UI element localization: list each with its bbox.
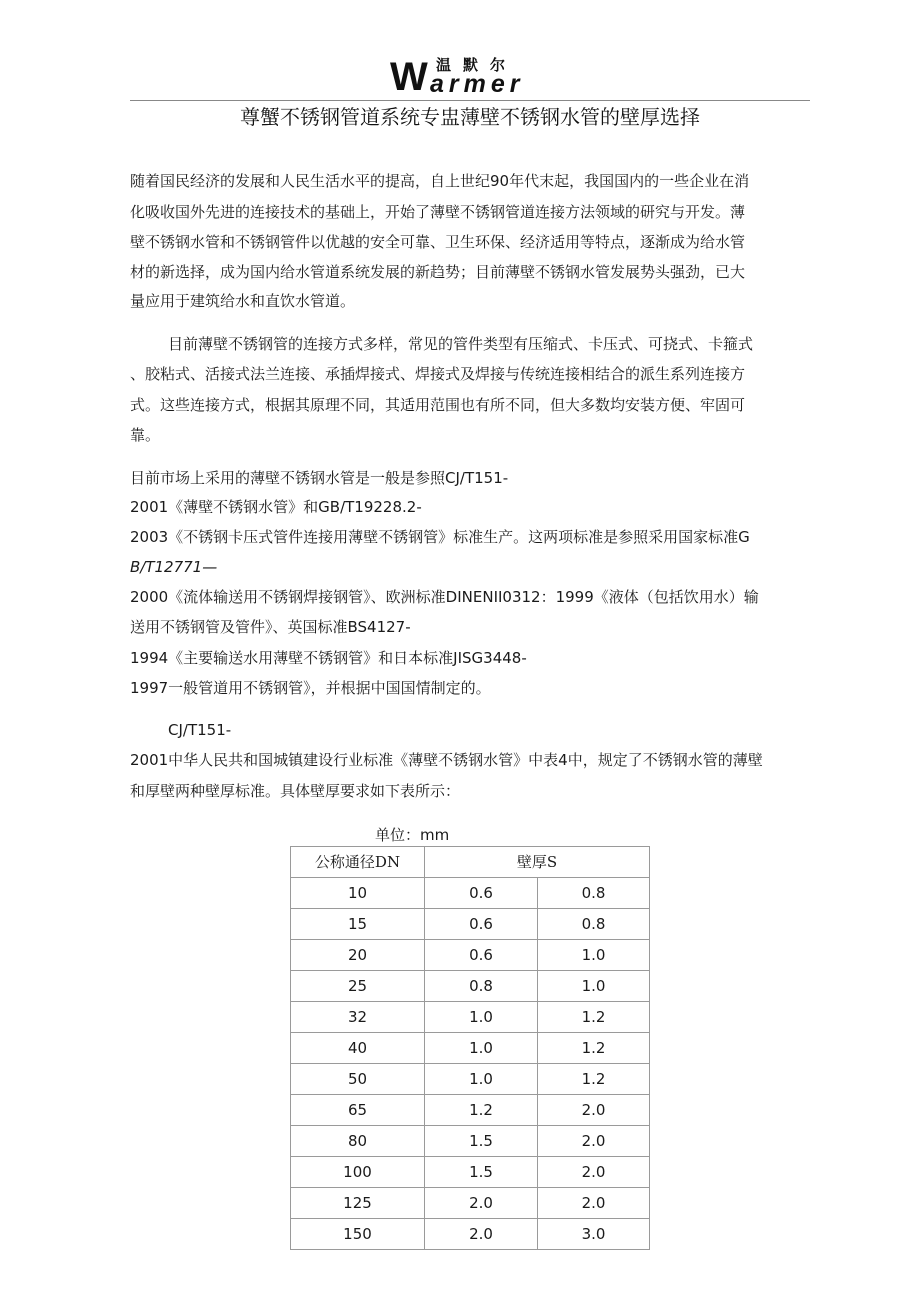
table-row bbox=[291, 1095, 650, 1126]
paragraph-3-line: 1997一般管道用不锈钢管》，并根据中国国情制定的。 bbox=[130, 679, 491, 697]
cell-thick-wall: 2.0 bbox=[538, 1188, 650, 1219]
cell-dn: 15 bbox=[291, 909, 425, 940]
cell-thick-wall: 0.8 bbox=[538, 909, 650, 940]
cell-dn: 65 bbox=[291, 1095, 425, 1126]
paragraph-2-line: 目前薄壁不锈钢管的连接方式多样，常见的管件类型有压缩式、卡压式、可挠式、卡箍式 bbox=[168, 335, 754, 353]
cell-dn: 125 bbox=[291, 1188, 425, 1219]
paragraph-3-line: 2001《薄壁不锈钢水管》和GB/T19228.2- bbox=[130, 498, 422, 516]
cell-thick-wall: 3.0 bbox=[538, 1219, 650, 1250]
paragraph-1-line: 随着国民经济的发展和人民生活水平的提高，自上世纪90年代末起，我国国内的一些企业在消 bbox=[130, 172, 750, 190]
paragraph-3-line: 2003《不锈钢卡压式管件连接用薄壁不锈钢管》标准生产。这两项标准是参照采用国家标准G bbox=[130, 528, 750, 546]
cell-thick-wall: 1.2 bbox=[538, 1064, 650, 1095]
paragraph-1-line: 材的新选择，成为国内给水管道系统发展的新趋势；目前薄壁不锈钢水管发展势头强劲，已大 bbox=[130, 263, 746, 281]
table-row bbox=[291, 971, 650, 1002]
table-row bbox=[291, 1157, 650, 1188]
table-row bbox=[291, 909, 650, 940]
cell-thin-wall: 1.5 bbox=[425, 1126, 538, 1157]
table-row bbox=[291, 1002, 650, 1033]
cell-thin-wall: 1.0 bbox=[425, 1064, 538, 1095]
warmer-logo bbox=[390, 57, 550, 97]
cell-thick-wall: 0.8 bbox=[538, 878, 650, 909]
paragraph-3-line: B/T12771— bbox=[130, 558, 218, 576]
cell-dn: 32 bbox=[291, 1002, 425, 1033]
cell-thick-wall: 1.0 bbox=[538, 971, 650, 1002]
header-divider bbox=[130, 100, 810, 101]
table-row bbox=[291, 878, 650, 909]
cell-thick-wall: 2.0 bbox=[538, 1157, 650, 1188]
paragraph-3-line: 送用不锈钢管及管件》、英国标准BS4127- bbox=[130, 618, 411, 636]
paragraph-3-line: 1994《主要输送水用薄壁不锈钢管》和日本标准JISG3448- bbox=[130, 649, 527, 667]
cell-thick-wall: 2.0 bbox=[538, 1126, 650, 1157]
cell-thin-wall: 2.0 bbox=[425, 1219, 538, 1250]
cell-dn: 25 bbox=[291, 971, 425, 1002]
cell-thin-wall: 1.2 bbox=[425, 1095, 538, 1126]
paragraph-3-line: 2000《流体输送用不锈钢焊接钢管》、欧洲标准DINENII0312：1999《液体（包括饮用水）输 bbox=[130, 588, 759, 606]
cell-dn: 10 bbox=[291, 878, 425, 909]
paragraph-1-line: 化吸收国外先进的连接技术的基础上，开始了薄壁不锈钢管道连接方法领域的研究与开发。薄 bbox=[130, 203, 746, 221]
paragraph-4-line: 和厚壁两种壁厚标准。具体壁厚要求如下表所示： bbox=[130, 782, 461, 800]
logo-chinese-text: 温默尔 bbox=[436, 56, 518, 74]
cell-thin-wall: 1.0 bbox=[425, 1002, 538, 1033]
table-row bbox=[291, 940, 650, 971]
paragraph-2-line: 靠。 bbox=[130, 426, 161, 444]
table-row bbox=[291, 1219, 650, 1250]
table-row bbox=[291, 1126, 650, 1157]
table-row bbox=[291, 1064, 650, 1095]
cell-thin-wall: 1.0 bbox=[425, 1033, 538, 1064]
cell-dn: 100 bbox=[291, 1157, 425, 1188]
paragraph-3-line: 目前市场上采用的薄壁不锈钢水管是一般是参照CJ/T151- bbox=[130, 469, 509, 487]
header-wall-thickness: 壁厚S bbox=[425, 847, 650, 878]
paragraph-1-line: 量应用于建筑给水和直饮水管道。 bbox=[130, 292, 356, 310]
cell-thin-wall: 0.6 bbox=[425, 940, 538, 971]
header-dn: 公称通径DN bbox=[291, 847, 425, 878]
logo-english-text: armer bbox=[430, 70, 525, 98]
cell-thick-wall: 1.2 bbox=[538, 1033, 650, 1064]
paragraph-4-line: 2001中华人民共和国城镇建设行业标准《薄壁不锈钢水管》中表4中，规定了不锈钢水管的薄壁 bbox=[130, 751, 763, 769]
cell-thick-wall: 2.0 bbox=[538, 1095, 650, 1126]
cell-thick-wall: 1.0 bbox=[538, 940, 650, 971]
page-title: 尊蟹不锈钢管道系统专盅薄壁不锈钢水管的壁厚选择 bbox=[240, 105, 700, 129]
cell-dn: 40 bbox=[291, 1033, 425, 1064]
table-row bbox=[291, 1188, 650, 1219]
cell-thin-wall: 0.8 bbox=[425, 971, 538, 1002]
paragraph-2-line: 、胶粘式、活接式法兰连接、承插焊接式、焊接式及焊接与传统连接相结合的派生系列连接方 bbox=[130, 365, 746, 383]
cell-dn: 20 bbox=[291, 940, 425, 971]
cell-dn: 50 bbox=[291, 1064, 425, 1095]
cell-thin-wall: 0.6 bbox=[425, 878, 538, 909]
cell-thin-wall: 0.6 bbox=[425, 909, 538, 940]
cell-dn: 80 bbox=[291, 1126, 425, 1157]
wall-thickness-table bbox=[290, 846, 650, 1250]
logo-letter-w: W bbox=[390, 55, 427, 99]
cell-thick-wall: 1.2 bbox=[538, 1002, 650, 1033]
cell-thin-wall: 1.5 bbox=[425, 1157, 538, 1188]
table-unit-label: 单位：mm bbox=[375, 826, 450, 844]
paragraph-4-line: CJ/T151- bbox=[168, 721, 232, 739]
cell-dn: 150 bbox=[291, 1219, 425, 1250]
paragraph-1-line: 壁不锈钢水管和不锈钢管件以优越的安全可靠、卫生环保、经济适用等特点，逐渐成为给水管 bbox=[130, 233, 746, 251]
cell-thin-wall: 2.0 bbox=[425, 1188, 538, 1219]
table-row bbox=[291, 1033, 650, 1064]
paragraph-2-line: 式。这些连接方式，根据其原理不同，其适用范围也有所不同，但大多数均安装方便、牢固可 bbox=[130, 396, 746, 414]
table-header-row bbox=[291, 847, 650, 878]
